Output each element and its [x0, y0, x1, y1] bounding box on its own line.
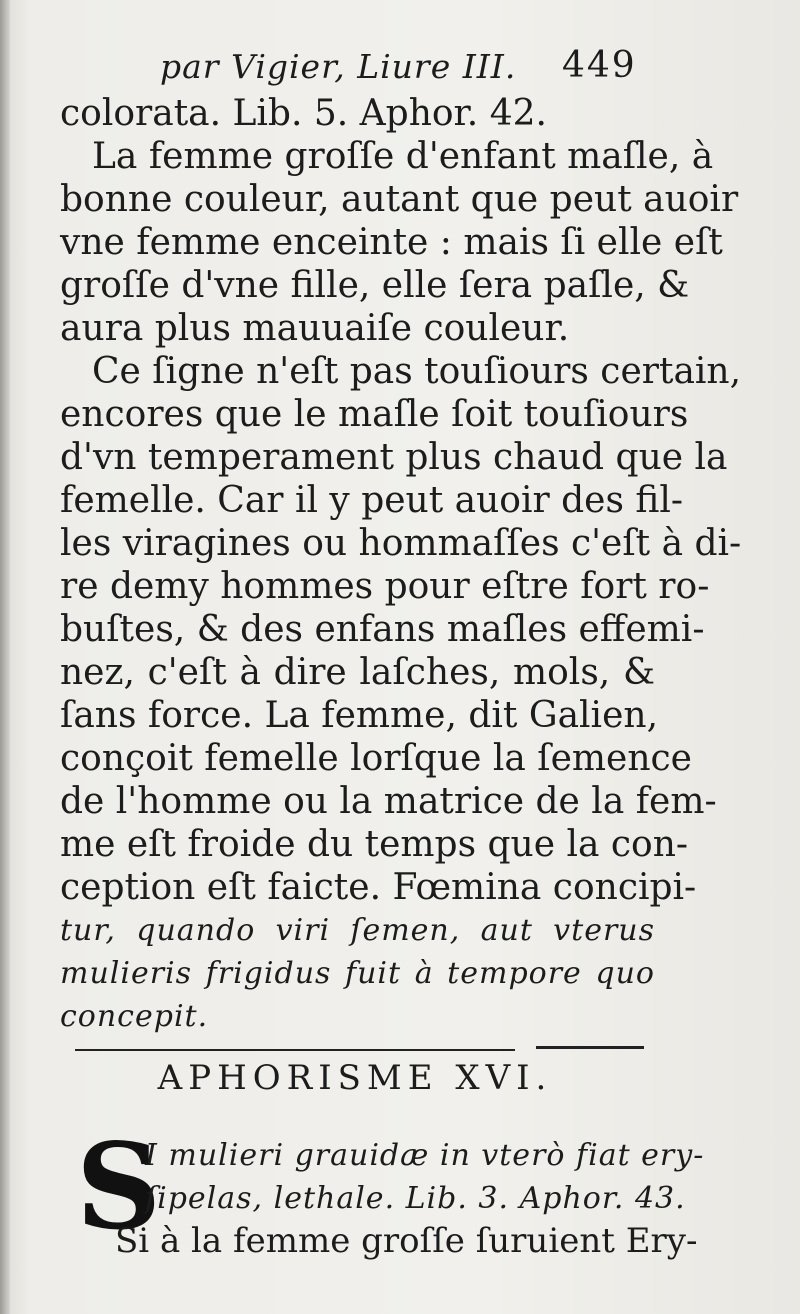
text-line: Si à la femme groſſe ſuruient Ery- — [115, 1221, 698, 1261]
text-line: vne femme enceinte : mais ſi elle eſt — [60, 222, 723, 263]
main-text — [60, 92, 742, 1038]
latin-text-line: tur, quando viri ſemen, aut vterus — [60, 913, 655, 948]
text-line: ſans force. La femme, dit Galien, — [60, 695, 659, 736]
latin-text-line: I mulieri grauidæ in vterò fiat ery- — [145, 1138, 705, 1173]
aphorism-text — [60, 1134, 705, 1263]
text-line: ception eſt faicte. Fœmina concipi- — [60, 867, 697, 908]
running-title: par Vigier, Liure III. — [160, 47, 517, 86]
latin-text-line: concepit. — [60, 999, 209, 1034]
latin-text-line: mulieris frigidus fuit à tempore quo — [60, 956, 655, 991]
text-line: bonne couleur, autant que peut auoir — [60, 179, 739, 220]
latin-text-line: ſipelas, lethale. Lib. 3. Aphor. 43. — [145, 1181, 686, 1216]
text-line-content: colorata. Lib. 5. Aphor. 42. — [60, 93, 547, 134]
page-number: 449 — [562, 45, 637, 86]
text-line: groſſe d'vne fille, elle ſera paſle, & — [60, 265, 690, 306]
section-rule-left — [75, 1049, 515, 1051]
page-header — [150, 45, 650, 95]
text-line: conçoit femelle lorſque la ſemence — [60, 738, 692, 779]
text-line: Ce ſigne n'eſt pas touſiours certain, — [92, 351, 742, 392]
drop-cap: S — [76, 1117, 162, 1256]
text-line: encores que le maſle ſoit touſiours — [60, 394, 689, 435]
text-line: les viragines ou hommaſſes c'eſt à di- — [60, 523, 742, 564]
text-line — [60, 92, 655, 135]
text-line: d'vn temperament plus chaud que la — [60, 437, 728, 478]
text-line: aura plus mauuaiſe couleur. — [60, 308, 570, 349]
text-line: de l'homme ou la matrice de la fem- — [60, 781, 717, 822]
text-line: me eſt froide du temps que la con- — [60, 824, 689, 865]
section-rule-right — [536, 1046, 644, 1049]
text-line: femelle. Car il y peut auoir des fil- — [60, 480, 684, 521]
section-heading: APHORISME XVI. — [157, 1058, 553, 1098]
text-line: buſtes, & des enfans maſles effemi- — [60, 609, 705, 650]
text-line: re demy hommes pour eſtre fort ro- — [60, 566, 710, 607]
text-line: nez, c'eſt à dire laſches, mols, & — [60, 652, 655, 693]
page-edge-shadow — [0, 0, 10, 1314]
text-line: La femme groſſe d'enfant maſle, à — [92, 136, 714, 177]
